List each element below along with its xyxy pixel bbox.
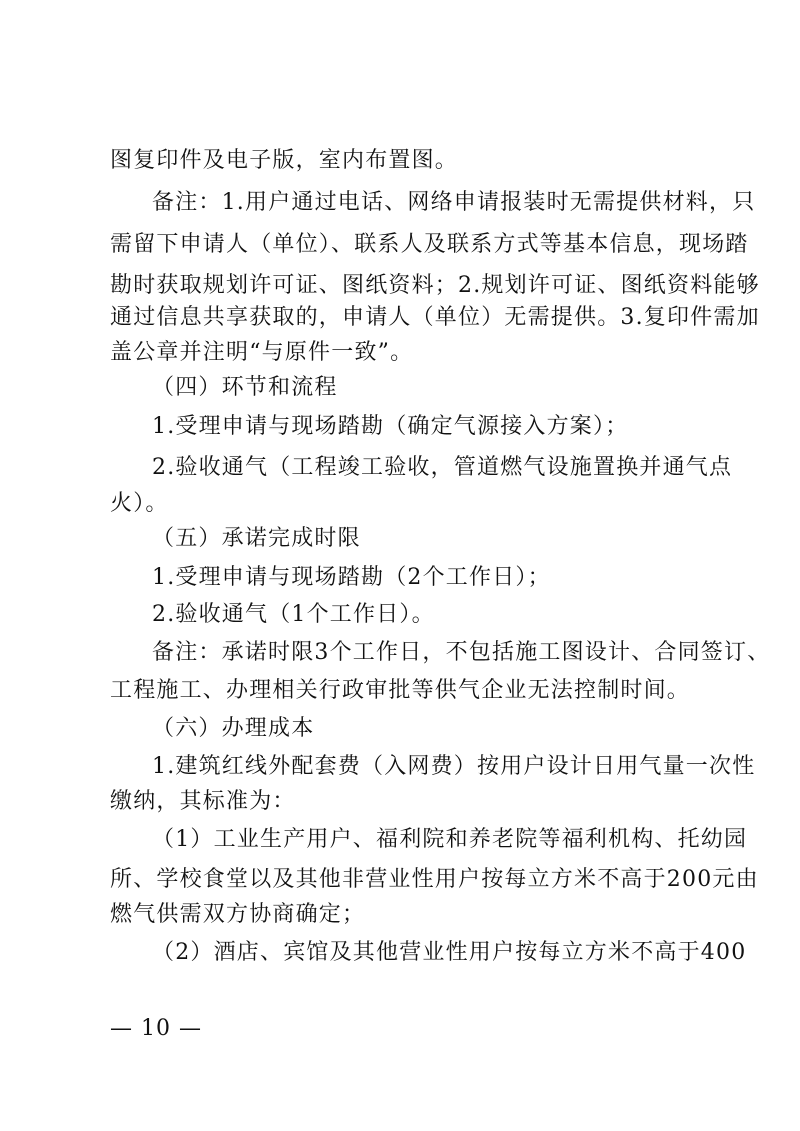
paragraph-line: 火）。 xyxy=(110,491,169,516)
paragraph-line: 备注：1.用户通过电话、网络申请报装时无需提供材料，只 xyxy=(152,190,756,215)
paragraph-line: 缴纳，其标准为： xyxy=(110,789,296,814)
section-heading: （六）办理成本 xyxy=(152,716,315,741)
paragraph-line: 需留下申请人（单位）、联系人及联系方式等基本信息，现场踏 xyxy=(110,232,749,257)
paragraph-line: 盖公章并注明“与原件一致”。 xyxy=(110,340,414,365)
paragraph-line: 燃气供需双方协商确定； xyxy=(110,902,366,927)
paragraph-line: 通过信息共享获取的，申请人（单位）无需提供。3.复印件需加 xyxy=(110,305,760,330)
section-heading: （五）承诺完成时限 xyxy=(152,526,361,551)
paragraph-line: 2.验收通气（工程竣工验收，管道燃气设施置换并通气点 xyxy=(152,455,733,480)
paragraph-line: 1.受理申请与现场踏勘（确定气源接入方案）； xyxy=(152,414,629,439)
paragraph-line: 2.验收通气（1个工作日）。 xyxy=(152,602,435,627)
paragraph-line: （1）工业生产用户、福利院和养老院等福利机构、托幼园 xyxy=(152,827,748,852)
paragraph-line: 勘时获取规划许可证、图纸资料；2.规划许可证、图纸资料能够 xyxy=(110,273,760,298)
paragraph-line: 1.建筑红线外配套费（入网费）按用户设计日用气量一次性 xyxy=(152,754,756,779)
paragraph-line: 所、学校食堂以及其他非营业性用户按每立方米不高于200元由 xyxy=(110,867,759,892)
section-heading: （四）环节和流程 xyxy=(152,375,338,400)
paragraph-line: 1.受理申请与现场踏勘（2个工作日）； xyxy=(152,565,551,590)
paragraph-line: （2）酒店、宾馆及其他营业性用户按每立方米不高于400 xyxy=(152,940,747,965)
page-number: — 10 — xyxy=(110,1016,202,1041)
paragraph-line: 工程施工、办理相关行政审批等供气企业无法控制时间。 xyxy=(110,678,691,703)
paragraph-line: 图复印件及电子版，室内布置图。 xyxy=(110,148,459,173)
paragraph-line: 备注：承诺时限3个工作日，不包括施工图设计、合同签订、 xyxy=(152,640,771,665)
